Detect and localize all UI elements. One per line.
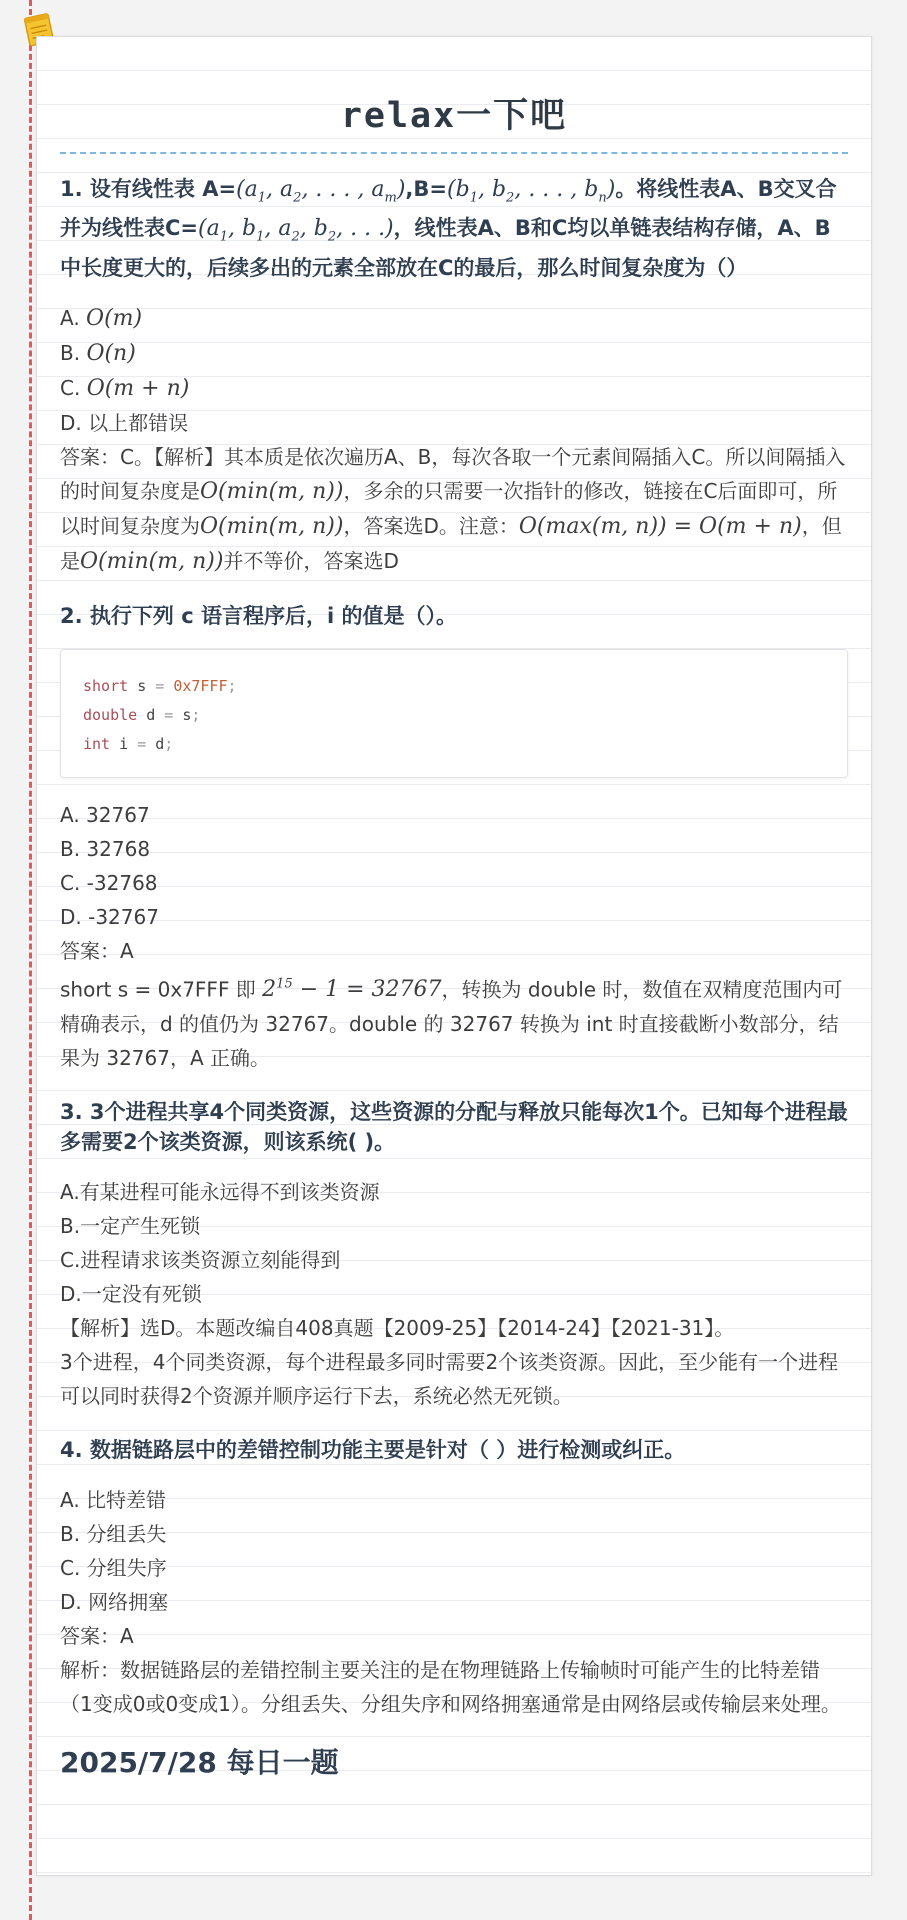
- q4-answer: 答案：A: [60, 1624, 134, 1649]
- margin-dashed-line: [29, 0, 32, 1920]
- q3-explanation-1: 【解析】选D。本题改编自408真题【2009-25】【2014-24】【2021-31】。: [60, 1316, 735, 1341]
- q4-option-b: B. 分组丢失: [60, 1522, 167, 1547]
- q2-option-a: A. 32767: [60, 802, 150, 827]
- q1-option-b: B. O(n): [60, 340, 136, 366]
- code-line-3: int i = d;: [83, 734, 174, 753]
- q3-option-b: B.一定产生死锁: [60, 1214, 201, 1239]
- question-2: 2. 执行下列 c 语言程序后，i 的值是（）。: [60, 603, 457, 628]
- q2-option-b: B. 32768: [60, 836, 151, 861]
- q4-option-c: C. 分组失序: [60, 1556, 167, 1581]
- q3-option-c: C.进程请求该类资源立刻能得到: [60, 1248, 341, 1273]
- q3-explanation-2: 3个进程，4个同类资源，每个进程最多同时需要2个该类资源。因此，至少能有一个进程可以同时获得2个资源并顺序运行下去，系统必然无死锁。: [60, 1350, 839, 1409]
- code-line-1: short s = 0x7FFF;: [83, 676, 237, 695]
- q1-answer: 答案：C。【解析】其本质是依次遍历A、B，每次各取一个元素间隔插入C。所以间隔插入的时间复杂度是O(min(m, n))，多余的只需要一次指针的修改，链接在C后面即可，所以时间复杂度为O(min(m, n))，答案选D。注意：O(max(m, n)) = O(m + n)，但是O(min(m, n))并不等价，答案选D: [60, 444, 846, 574]
- q2-explanation: short s = 0x7FFF 即 $2^{15} - 1 = 32767$，转换为 double 时，数值在双精度范围内可精确表示，d 的值仍为 32767。double 的 32767 转换为 int 时直接截断小数部分，结果为 32767，A 正确。: [60, 976, 843, 1071]
- question-4: 4. 数据链路层中的差错控制功能主要是针对（ ）进行检测或纠正。: [60, 1438, 686, 1463]
- question-3: 3. 3个进程共享4个同类资源，这些资源的分配与释放只能每次1个。已知每个进程最多需要2个该类资源，则该系统( )。: [60, 1100, 848, 1155]
- title-divider: [60, 152, 848, 154]
- q4-option-d: D. 网络拥塞: [60, 1590, 169, 1615]
- q3-option-d: D.一定没有死锁: [60, 1282, 202, 1307]
- content: [60, 36, 848, 1783]
- q2-option-c: C. -32768: [60, 870, 158, 895]
- code-line-2: double d = s;: [83, 705, 201, 724]
- date-heading: 2025/7/28 每日一题: [60, 1746, 339, 1780]
- q4-explanation: 解析：数据链路层的差错控制主要关注的是在物理链路上传输帧时可能产生的比特差错（1变成0或0变成1）。分组丢失、分组失序和网络拥塞通常是由网络层或传输层来处理。: [60, 1658, 841, 1717]
- q3-option-a: A.有某进程可能永远得不到该类资源: [60, 1180, 380, 1205]
- q1-option-c: C. O(m + n): [60, 375, 190, 401]
- question-1: 1. 设有线性表 $A=(a_1$, $a_2$, . . . , $a_m),B=(b_1$, $b_2$, . . . , $b_n$)。将线性表A、B交叉合并为线性表$C=(a_1$, $b_1$, $a_2$, $b_2$, . . .)，线性表A、B和C均以单链表结构存储，A、B中长度更大的，后续多出的元素全部放在C的最后，那么时间复杂度为（）: [60, 177, 837, 280]
- q2-answer: 答案：A: [60, 938, 134, 963]
- code-block: [60, 649, 848, 778]
- q4-option-a: A. 比特差错: [60, 1488, 167, 1513]
- q2-option-d: D. -32767: [60, 904, 159, 929]
- page-title: relax一下吧: [340, 96, 568, 136]
- q1-option-a: A. O(m): [60, 305, 143, 331]
- q1-option-d: D. 以上都错误: [60, 410, 189, 435]
